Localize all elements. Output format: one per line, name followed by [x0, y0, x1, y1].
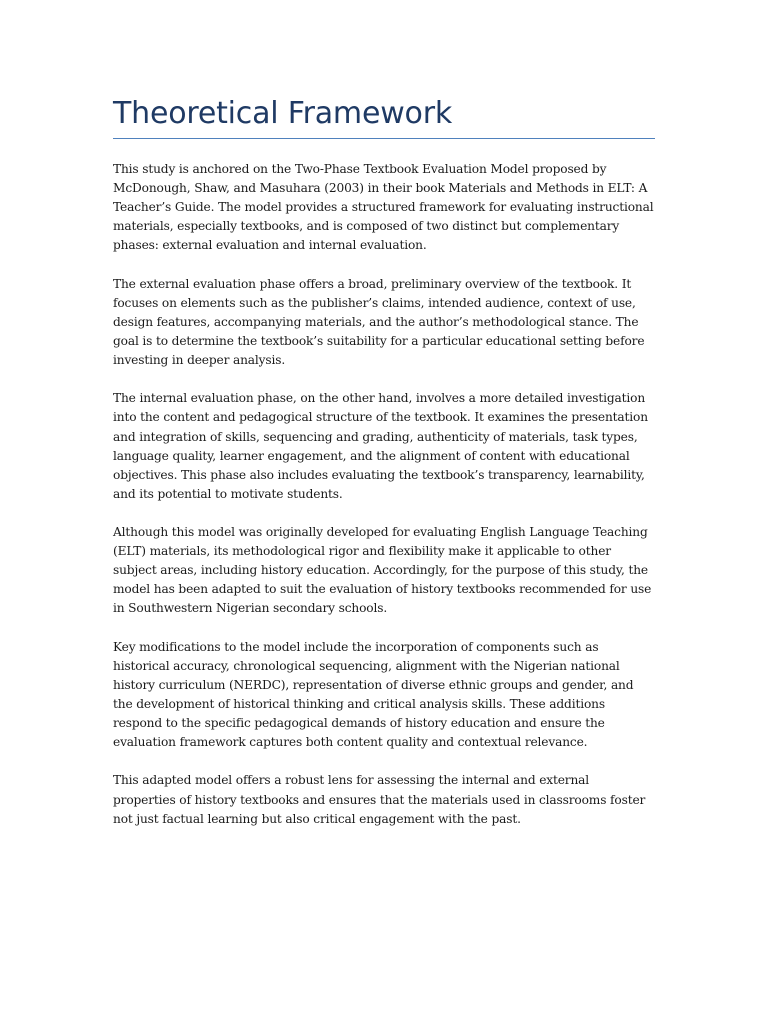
paragraph-model-adaptation: Although this model was originally developed for evaluating English Language Teaching (ELT) materials, its methodological rigor and flexibility make it applicable to other subject areas, including history education. Accordingly, for the purpose of this study, the model has been adapted to suit the evaluation of history textbooks recommended for use in Southwestern Nigerian secondary schools.	[113, 525, 652, 616]
page-title: Theoretical Framework	[113, 96, 452, 131]
paragraph-model-introduction: This study is anchored on the Two-Phase Textbook Evaluation Model proposed by McDonough, Shaw, and Masuhara (2003) in their book Materials and Methods in ELT: A Teacher’s Guide. The model provides a structured framework for evaluating instructional materials, especially textbooks, and is composed of two distinct but complementary phases: external evaluation and internal evaluation.	[113, 162, 654, 253]
document-page	[113, 96, 655, 848]
paragraph-external-evaluation: The external evaluation phase offers a broad, preliminary overview of the textbook. It focuses on elements such as the publisher’s claims, intended audience, context of use, design features, accompanying materials, and the author’s methodological stance. The goal is to determine the textbook’s suitability for a particular educational setting before investing in deeper analysis.	[113, 276, 645, 368]
paragraph-conclusion: This adapted model offers a robust lens for assessing the internal and external properties of history textbooks and ensures that the materials used in classrooms foster not just factual learning but also critical engagement with the past.	[113, 773, 646, 826]
paragraph-key-modifications: Key modifications to the model include the incorporation of components such as historical accuracy, chronological sequencing, alignment with the Nigerian national history curriculum (NERDC), representation of diverse ethnic groups and gender, and the development of historical thinking and critical analysis skills. These additions respond to the specific pedagogical demands of history education and ensure the evaluation framework captures both content quality and contextual relevance.	[113, 639, 634, 750]
title-underline-rule	[113, 138, 655, 139]
paragraph-internal-evaluation: The internal evaluation phase, on the other hand, involves a more detailed investigation into the content and pedagogical structure of the textbook. It examines the presentation and integration of skills, sequencing and grading, authenticity of materials, task types, language quality, learner engagement, and the alignment of content with educational objectives. This phase also includes evaluating the textbook’s transparency, learnability, and its potential to motivate students.	[113, 391, 648, 501]
